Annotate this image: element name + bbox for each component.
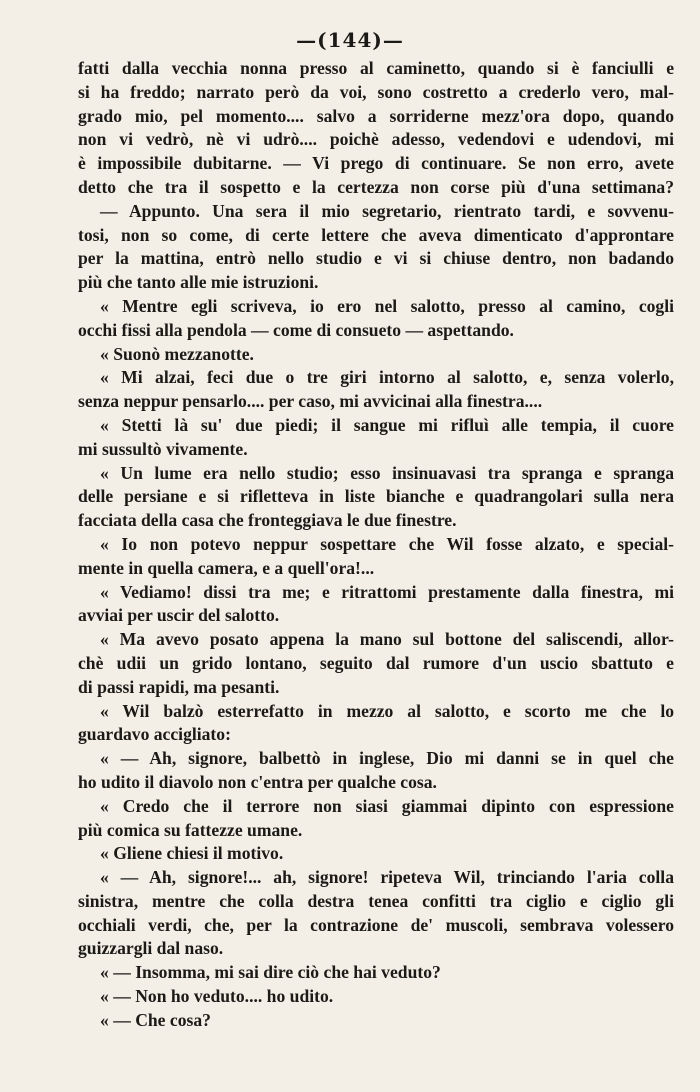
text-line: sinistra, mentre che colla destra tenea confitti tra ciglio e ciglio gli — [78, 890, 674, 911]
text-line: non vi vedrò, nè vi udrò.... poichè adesso, vedendovi e udendovi, mi — [78, 129, 674, 150]
text-line: « — Insomma, mi sai dire ciò che hai veduto? — [100, 962, 441, 983]
text-line: è impossibile dubitarne. — Vi prego di continuare. Se non erro, avete — [78, 153, 674, 174]
text-line: « — Ah, signore, balbettò in inglese, Dio mi danni se in quel che — [100, 748, 674, 769]
text-line: mente in quella camera, e a quell'ora!... — [78, 557, 375, 578]
text-line: fatti dalla vecchia nonna presso al caminetto, quando si è fanciulli e — [78, 58, 674, 78]
text-line: « Un lume era nello studio; esso insinuavasi tra spranga e spranga — [100, 462, 674, 483]
text-line: « Stetti là su' due piedi; il sangue mi rifluì alle tempia, il cuore — [100, 414, 674, 435]
text-line: tosi, non so come, di certe lettere che aveva dimenticato d'approntare — [78, 224, 674, 245]
text-line: delle persiane e si rifletteva in liste bianche e quadrangolari sulla nera — [78, 486, 674, 507]
text-line: di passi rapidi, ma pesanti. — [78, 676, 280, 697]
text-line: facciata della casa che fronteggiava le due finestre. — [78, 510, 457, 531]
text-line: « — Ah, signore!... ah, signore! ripeteva Wil, trinciando l'aria colla — [100, 867, 674, 888]
text-line: senza neppur pensarlo.... per caso, mi avvicinai alla finestra.... — [78, 391, 543, 412]
text-line: « — Non ho veduto.... ho udito. — [100, 986, 334, 1007]
text-line: si ha freddo; narrato però da voi, sono costretto a crederlo vero, mal- — [78, 81, 674, 102]
text-line: detto che tra il sospetto e la certezza non corse più d'una settimana? — [78, 176, 674, 197]
body-text — [78, 57, 674, 1033]
text-line: « Mi alzai, feci due o tre giri intorno al salotto, e, senza volerlo, — [100, 367, 674, 388]
text-line: grado mio, pel momento.... salvo a sorriderne mezz'ora dopo, quando — [78, 105, 674, 126]
text-line: « Suonò mezzanotte. — [100, 343, 254, 364]
text-line: guizzargli dal naso. — [78, 938, 224, 959]
text-line: ho udito il diavolo non c'entra per qualche cosa. — [78, 771, 437, 792]
text-line: per la mattina, entrò nello studio e vi si chiuse dentro, non badando — [78, 248, 674, 269]
text-line: « Io non potevo neppur sospettare che Wil fosse alzato, e special- — [100, 533, 674, 554]
text-line: « Wil balzò esterrefatto in mezzo al salotto, e scorto me che lo — [100, 700, 674, 721]
text-line: « Mentre egli scriveva, io ero nel salotto, presso al camino, cogli — [100, 295, 674, 316]
text-line: avviai per uscir del salotto. — [78, 605, 280, 626]
text-line: « — Che cosa? — [100, 1009, 211, 1030]
text-line: « Gliene chiesi il motivo. — [100, 843, 284, 864]
text-line: occhi fissi alla pendola — come di consueto — aspettando. — [78, 319, 514, 340]
text-line: mi sussultò vivamente. — [78, 438, 248, 459]
text-line: « Credo che il terrore non siasi giammai dipinto con espressione — [100, 795, 674, 816]
text-line: « Vediamo! dissi tra me; e ritrattomi prestamente dalla finestra, mi — [100, 581, 674, 602]
text-line: occhiali verdi, che, per la contrazione de' muscoli, sembrava volessero — [78, 914, 674, 935]
page-number: —(144)— — [296, 28, 404, 52]
text-line: « Ma avevo posato appena la mano sul bottone del saliscendi, allor- — [100, 629, 674, 650]
text-line: — Appunto. Una sera il mio segretario, rientrato tardi, e sovvenu- — [100, 200, 674, 221]
text-line: chè udii un grido lontano, seguito dal rumore d'un uscio sbattuto e — [78, 652, 674, 673]
text-line: guardavo accigliato: — [78, 724, 231, 745]
text-line: più comica su fattezze umane. — [78, 819, 303, 840]
text-line: più che tanto alle mie istruzioni. — [78, 272, 319, 293]
